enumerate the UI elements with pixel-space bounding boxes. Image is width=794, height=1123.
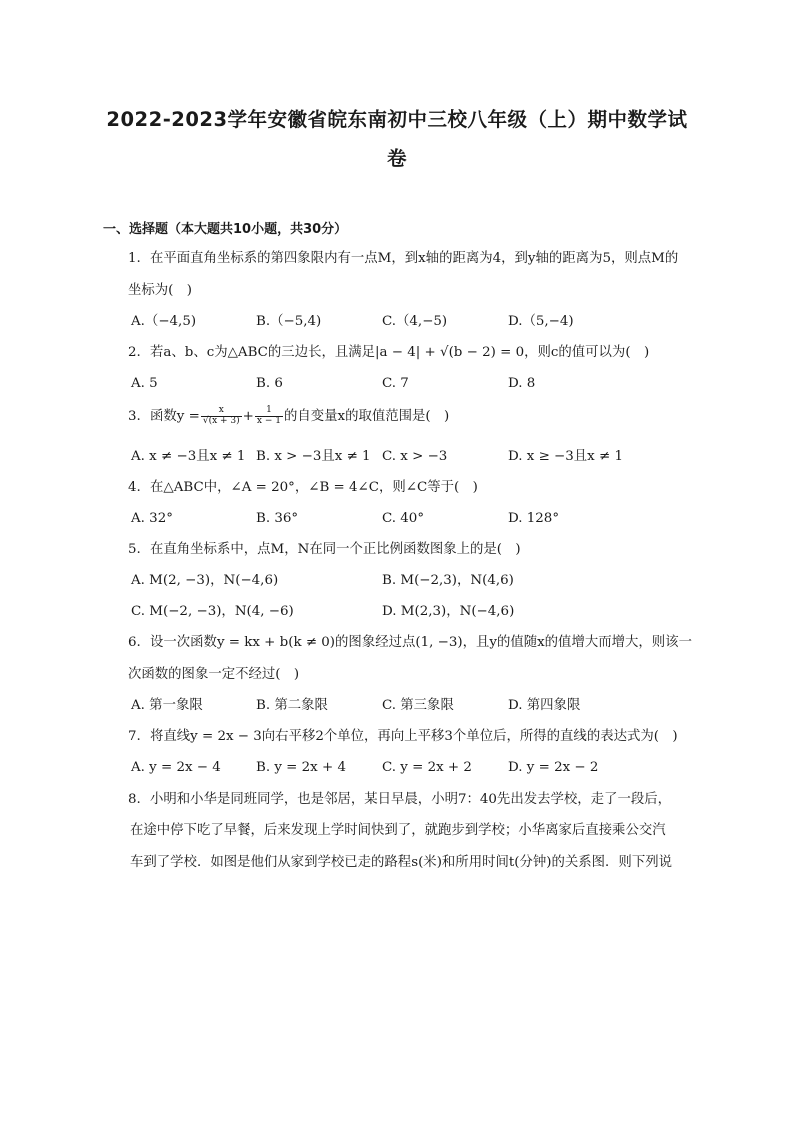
q1-option-a[interactable]: A.（−4,5): [131, 314, 197, 329]
question-text: 设一次函数y = kx + b(k ≠ 0)的图象经过点(1, −3)，且y的值随x的值增大而增大，则该一: [150, 635, 692, 650]
question-6: [128, 636, 692, 649]
fraction-1-denominator: √(x + 3): [202, 416, 240, 426]
fraction-1-numerator: x: [201, 406, 242, 417]
q2-option-b[interactable]: B. 6: [256, 376, 283, 391]
question-number: 7.: [128, 729, 141, 744]
question-number: 8.: [128, 792, 141, 807]
q7-option-a[interactable]: A. y = 2x − 4: [131, 760, 221, 775]
q4-option-d[interactable]: D. 128°: [508, 511, 560, 526]
question-1: [128, 252, 678, 265]
q5-option-b[interactable]: B. M(−2,3)，N(4,6): [382, 573, 514, 588]
q6-option-b[interactable]: B. 第二象限: [256, 698, 328, 713]
question-8-line-2: 在途中停下吃了早餐，后来发现上学时间快到了，就跑步到学校；小华离家后直接乘公交汽: [130, 823, 666, 838]
q7-option-c[interactable]: C. y = 2x + 2: [382, 760, 472, 775]
fraction-1: [201, 406, 242, 427]
page-title-line-1: 2022-2023学年安徽省皖东南初中三校八年级（上）期中数学试: [106, 108, 688, 131]
q4-option-b[interactable]: B. 36°: [256, 511, 299, 526]
q6-option-a[interactable]: A. 第一象限: [131, 698, 203, 713]
q5-option-c[interactable]: C. M(−2, −3)，N(4, −6): [131, 604, 294, 619]
q7-option-d[interactable]: D. y = 2x − 2: [508, 760, 599, 775]
question-1-line-2: 坐标为( ): [128, 283, 193, 298]
question-text: 在平面直角坐标系的第四象限内有一点M，到x轴的距离为4，到y轴的距离为5，则点M的: [150, 251, 679, 266]
fraction-2-numerator: 1: [255, 406, 283, 417]
question-text: 将直线y = 2x − 3向右平移2个单位，再向上平移3个单位后，所得的直线的表达式为( ): [150, 729, 678, 744]
q5-option-d[interactable]: D. M(2,3)，N(−4,6): [382, 604, 515, 619]
question-2: [128, 346, 649, 359]
question-number: 4.: [128, 480, 141, 495]
question-7: [128, 730, 678, 743]
question-8-line-3: 车到了学校．如图是他们从家到学校已走的路程s(米)和所用时间t(分钟)的关系图．则下列说: [130, 855, 672, 870]
question-text: 在直角坐标系中，点M，N在同一个正比例函数图象上的是( ): [150, 542, 521, 557]
q1-option-c[interactable]: C.（4,−5): [382, 314, 448, 329]
question-number: 5.: [128, 542, 141, 557]
q1-option-b[interactable]: B.（−5,4): [256, 314, 322, 329]
q2-option-c[interactable]: C. 7: [382, 376, 409, 391]
question-text: 小明和小华是同班同学，也是邻居，某日早晨，小明7：40先出发去学校，走了一段后，: [150, 792, 672, 807]
q3-option-a[interactable]: A. x ≠ −3且x ≠ 1: [131, 449, 246, 464]
question-5: [128, 543, 521, 556]
question-number: 6.: [128, 635, 141, 650]
question-number: 2.: [128, 345, 141, 360]
question-3: [128, 406, 449, 428]
question-number: 1.: [128, 251, 141, 266]
q6-option-c[interactable]: C. 第三象限: [382, 698, 454, 713]
q3-option-d[interactable]: D. x ≥ −3且x ≠ 1: [508, 449, 623, 464]
q1-option-d[interactable]: D.（5,−4): [508, 314, 574, 329]
q5-option-a[interactable]: A. M(2, −3)，N(−4,6): [131, 573, 279, 588]
q3-option-c[interactable]: C. x > −3: [382, 449, 448, 464]
function-prefix: 函数y =: [150, 409, 200, 424]
page-title-line-2: 卷: [386, 147, 407, 170]
question-number: 3.: [128, 409, 141, 424]
question-4: [128, 481, 478, 494]
section-heading: 一、选择题（本大题共10小题，共30分）: [103, 222, 348, 237]
question-text: 若a、b、c为△ABC的三边长，且满足|a − 4| + √(b − 2) = 0，则c的值可以为( ): [150, 345, 650, 360]
q7-option-b[interactable]: B. y = 2x + 4: [256, 760, 346, 775]
fraction-2-denominator: x − 1: [256, 416, 281, 426]
q3-option-b[interactable]: B. x > −3且x ≠ 1: [256, 449, 371, 464]
q6-option-d[interactable]: D. 第四象限: [508, 698, 581, 713]
q2-option-a[interactable]: A. 5: [131, 376, 158, 391]
q2-option-d[interactable]: D. 8: [508, 376, 536, 391]
q4-option-c[interactable]: C. 40°: [382, 511, 425, 526]
question-8: [128, 793, 671, 806]
question-text: 在△ABC中，∠A = 20°，∠B = 4∠C，则∠C等于( ): [150, 480, 478, 495]
plus-sign: +: [242, 409, 254, 424]
fraction-2: [255, 406, 283, 427]
q4-option-a[interactable]: A. 32°: [131, 511, 173, 526]
question-6-line-2: 次函数的图象一定不经过( ): [128, 667, 300, 682]
question-text: 的自变量x的取值范围是( ): [283, 409, 450, 424]
